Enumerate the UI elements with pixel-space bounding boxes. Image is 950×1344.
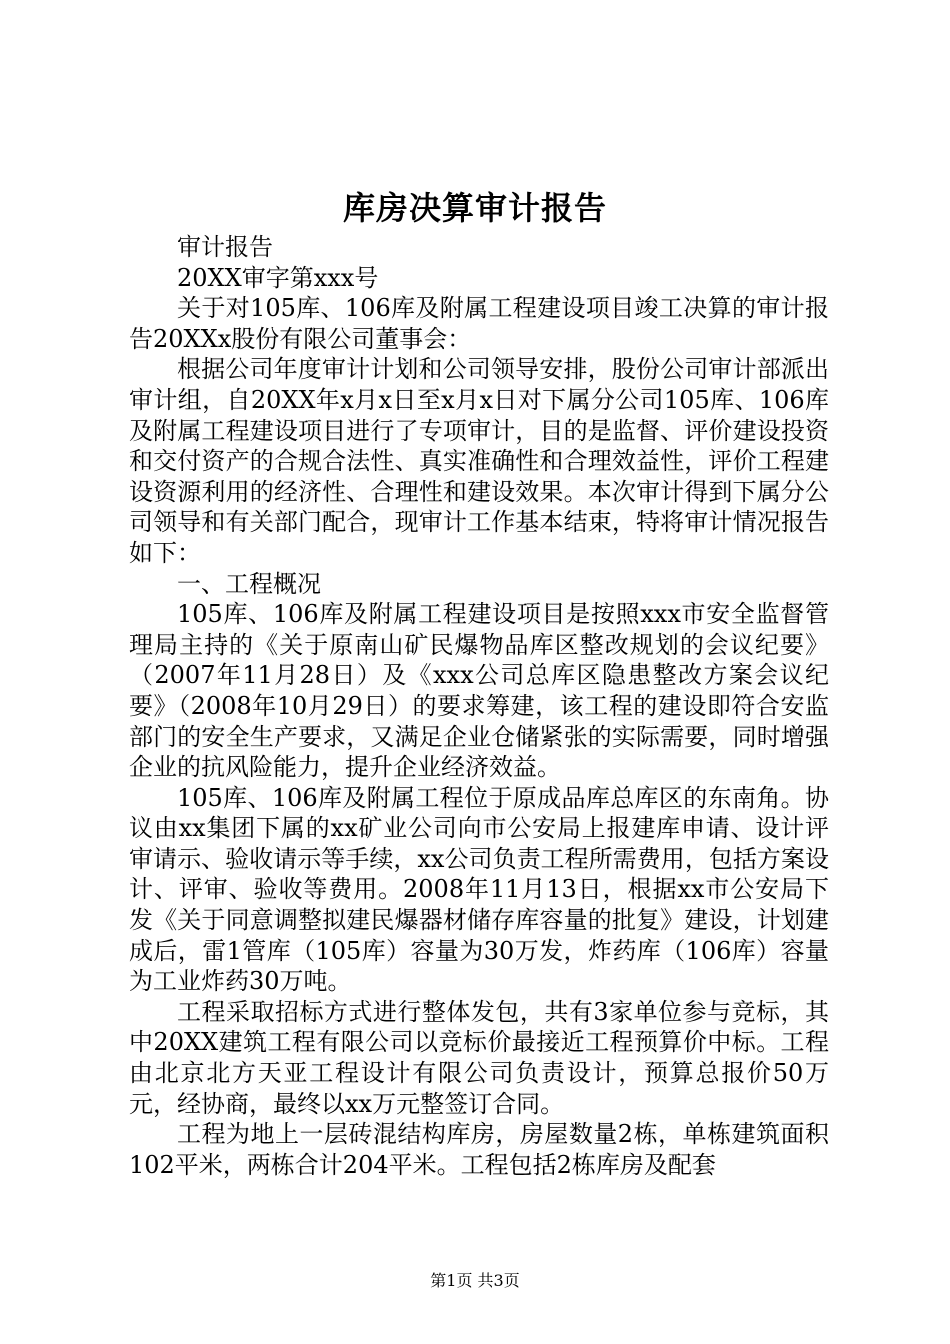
paragraph-addressee: 关于对105库、106库及附属工程建设项目竣工决算的审计报告20XXx股份有限公司董事会： — [129, 294, 829, 353]
paragraph-report-heading: 审计报告 — [177, 233, 273, 261]
paragraph-project-background: 105库、106库及附属工程建设项目是按照xxx市安全监督管理局主持的《关于原南山矿民爆物品库区整改规划的会议纪要》（2007年11月28日）及《xxx公司总库区隐患整改方案会议纪要》（2008年10月29日）的要求筹建，该工程的建设即符合安监部门的安全生产要求，又满足企业仓储紧张的实际需要，同时增强企业的抗风险能力，提升企业经济效益。 — [129, 600, 829, 782]
paragraph-report-number: 20XX审字第xxx号 — [177, 263, 379, 292]
paragraph-building-scope: 工程为地上一层砖混结构库房，房屋数量2栋，单栋建筑面积102平米，两栋合计204平米。工程包括2栋库房及配套 — [129, 1120, 829, 1179]
section-heading-overview: 一、工程概况 — [177, 569, 321, 598]
page-footer: 第1页 共3页 — [430, 1271, 520, 1290]
document-title: 库房决算审计报告 — [342, 189, 607, 227]
document-body — [129, 232, 829, 1180]
paragraph-project-location: 105库、106库及附属工程位于原成品库总库区的东南角。协议由xx集团下属的xx矿业公司向市公安局上报建库申请、设计评审请示、验收请示等手续，xx公司负责工程所需费用，包括方案设计、评审、验收等费用。2008年11月13日，根据xx市公安局下发《关于同意调整拟建民爆器材储存库容量的批复》建设，计划建成后，雷1管库（105库）容量为30万发，炸药库（106库）容量为工业炸药30万吨。 — [129, 783, 829, 996]
paragraph-bidding: 工程采取招标方式进行整体发包，共有3家单位参与竞标，其中20XX建筑工程有限公司以竞标价最接近工程预算价中标。工程由北京北方天亚工程设计有限公司负责设计，预算总报价50万元，经协商，最终以xx万元整签订合同。 — [129, 997, 829, 1118]
paragraph-introduction: 根据公司年度审计计划和公司领导安排，股份公司审计部派出审计组，自20XX年x月x日至x月x日对下属分公司105库、106库及附属工程建设项目进行了专项审计，目的是监督、评价建设投资和交付资产的合规合法性、真实准确性和合理效益性，评价工程建设资源利用的经济性、合理性和建设效果。本次审计得到下属分公司领导和有关部门配合，现审计工作基本结束，特将审计情况报告如下： — [129, 355, 829, 567]
